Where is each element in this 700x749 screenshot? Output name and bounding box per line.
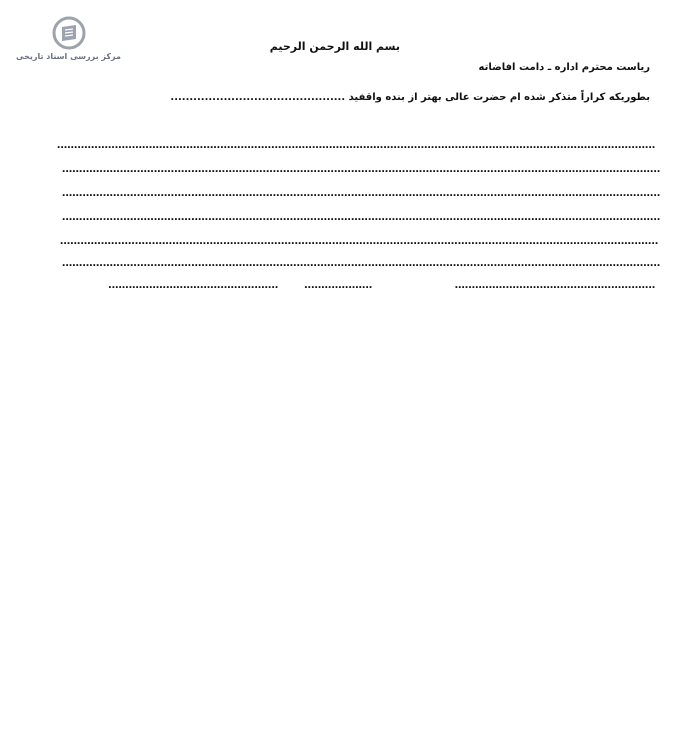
intro-paragraph: بطوریکه کراراً متذکر شده ام حضرت عالی بهتر از بنده واقفید .............................................. (170, 92, 650, 103)
logo-text: مرکز بررسی اسناد تاریخی (16, 52, 121, 61)
body-line: ................................................................................................................................................................................ (59, 236, 658, 247)
body-line: ................................................................................................................................................................................ (61, 212, 660, 223)
closing-line-right: ........................................................... (454, 280, 655, 291)
closing-line-middle: .................... (304, 280, 372, 291)
body-line: ................................................................................................................................................................................ (56, 140, 655, 151)
body-line: ................................................................................................................................................................................ (61, 188, 660, 199)
document-circle-logo-icon (52, 16, 86, 50)
body-line: ................................................................................................................................................................................ (61, 164, 660, 175)
basmala-heading: بسم الله الرحمن الرحیم (269, 40, 400, 53)
body-line: ................................................................................................................................................................................ (61, 258, 660, 269)
archive-logo (16, 16, 121, 66)
salutation-line: ریاست محترم اداره ـ دامت افاضاته (478, 62, 650, 73)
closing-line-left: .................................................. (108, 280, 278, 291)
